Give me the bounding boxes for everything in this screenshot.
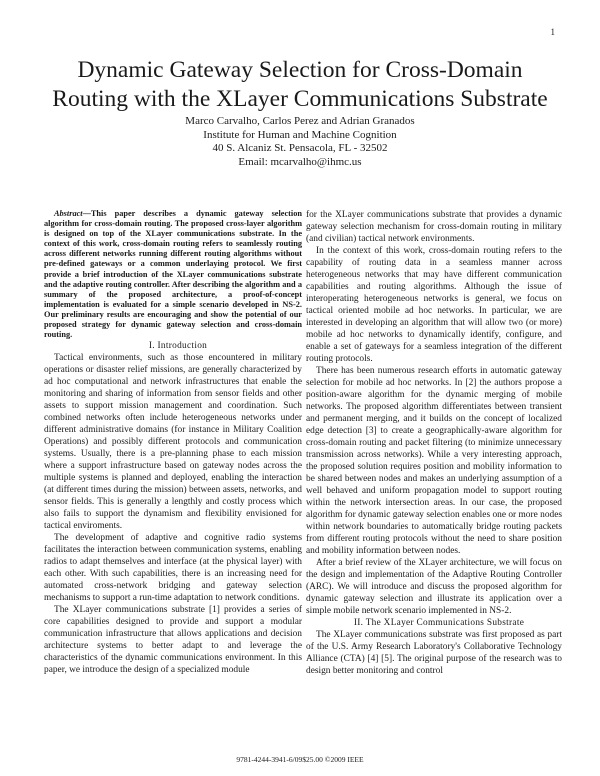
left-column bbox=[44, 209, 302, 676]
paragraph: In the context of this work, cross-domain routing refers to the capability of routing data in a seamless manner across heterogeneous networks that may have different communication capabilities and routing algorithms. Although the issue of interoperating heterogeneous networks is general, we focus on tactical oriented mobile ad hoc networks. In particular, we are interested in developing an algorithm that will allow two (or more) mobile ad hoc networks to dynamically identify, configure, and enable a set of gateways for a seamless integration of the different routing protocols. bbox=[306, 246, 562, 364]
email: Email: mcarvalho@ihmc.us bbox=[238, 155, 362, 168]
title-line-1: Dynamic Gateway Selection for Cross-Domain bbox=[77, 57, 523, 83]
paragraph: The XLayer communications substrate was first proposed as part of the U.S. Army Research Laboratory's Collaborative Technology Alliance (CTA) [4] [5]. The original purpose of the research was to design better monitoring and control bbox=[306, 630, 562, 676]
address: 40 S. Alcaniz St. Pensacola, FL - 32502 bbox=[212, 142, 388, 155]
page-number: 1 bbox=[550, 27, 555, 37]
paragraph: The XLayer communications substrate [1] provides a series of core capabilities designed to provide and support a modular communication infrastructure that allows applications and decision architecture systems to better adapt to and leverage the characteristics of the dynamic communications environment. In this paper, we introduce the design of a specialized module bbox=[44, 605, 302, 676]
paper-title bbox=[30, 56, 570, 114]
right-column bbox=[306, 209, 562, 677]
paragraph: for the XLayer communications substrate that provides a dynamic gateway selection mechanism for cross-domain routing in military (and civilian) tactical network environments. bbox=[306, 210, 562, 244]
section-heading-xlayer: II. The XLayer Communications Substrate bbox=[353, 618, 525, 628]
paragraph: There has been numerous research efforts in automatic gateway selection for mobile ad hoc networks. In [2] the authors propose a position-aware algorithm for the dynamic merging of mobile networks. The proposed algorithm differentiates between transient and permanent merging, and it builds on the concept of localized edge detection [3] to create a geographically-aware algorithm for cross-domain routing and packet filtering (to minimize unnecessary transmission across networks). While a very interesting approach, the proposed solution requires position and mobility information to be shared between nodes and makes an underlying assumption of a well behaved and uniform propagation model to support routing within the network intersection areas. In our case, the proposed algorithm for dynamic gateway selection enables one or more nodes within network boundaries to automatically bridge routing packets from different routing protocols without the need to share position and mobility information between nodes. bbox=[306, 366, 562, 556]
affiliation: Institute for Human and Machine Cognition bbox=[203, 128, 397, 141]
abstract-label: Abstract bbox=[54, 209, 83, 218]
abstract-text: —This paper describes a dynamic gateway selection algorithm for cross-domain routing. The proposed cross-layer algorithm is designed on top of the XLayer communications substrate. In the context of this work, cross-domain routing refers to seamlessly routing across different networks running different routing algorithms without pre-defined gateways or a common underlaying protocol. We first provide a brief introduction of the XLayer communications substrate and the adaptive routing controller. After describing the algorithm and a summary of the proposed architecture, a proof-of-concept implementation is evaluated for a simple scenario developed in NS-2. Our preliminary results are encouraging and show the potential of our proposed strategy for dynamic gateway selection and cross-domain routing. bbox=[44, 209, 302, 340]
paragraph: After a brief review of the XLayer architecture, we will focus on the design and implementation of the Adaptive Routing Controller (ARC). We will introduce and discuss the proposed algorithm for dynamic gateway selection and illustrate its application over a simple mobile network scenario implemented in NS-2. bbox=[306, 558, 562, 616]
section-heading-introduction: I. Introduction bbox=[148, 341, 208, 352]
author-names: Marco Carvalho, Carlos Perez and Adrian Granados bbox=[185, 115, 415, 127]
title-line-2: Routing with the XLayer Communications Substrate bbox=[52, 86, 548, 112]
copyright-footer: 9781-4244-3941-6/09$25.00 ©2009 IEEE bbox=[236, 755, 364, 764]
paragraph: The development of adaptive and cognitive radio systems facilitates the interaction between communication systems, enabling radios to adapt themselves and interface (at the physical layer) with each other. With such capabilities, there is an increasing need for automated cross-network bridging and gateway selection mechanisms to support a run-time adaptation to network conditions. bbox=[44, 533, 302, 604]
paragraph: Tactical environments, such as those encountered in military operations or disaster relief missions, are generally characterized by ad hoc computational and network infrastructures that enable the monitoring and sharing of information from sensor fields and other assets to support mission management and coordination. Such combined networks often include heterogeneous networks under different administrative domains (for instance in Military Coalition Operations) and possibly different protocols and communication systems. Usually, there is a pre-planning phase to each mission where a support infrastructure based on gateway nodes across the multiple systems is planned and deployed, enabling the interaction (at different times during the mission) between assets, networks, and sensor fields. This is generally a lengthly and costly process which also fails to support the dynamism and flexibility envisioned for tactical enviroments. bbox=[44, 353, 302, 532]
abstract bbox=[44, 209, 302, 340]
author-block bbox=[30, 115, 570, 169]
